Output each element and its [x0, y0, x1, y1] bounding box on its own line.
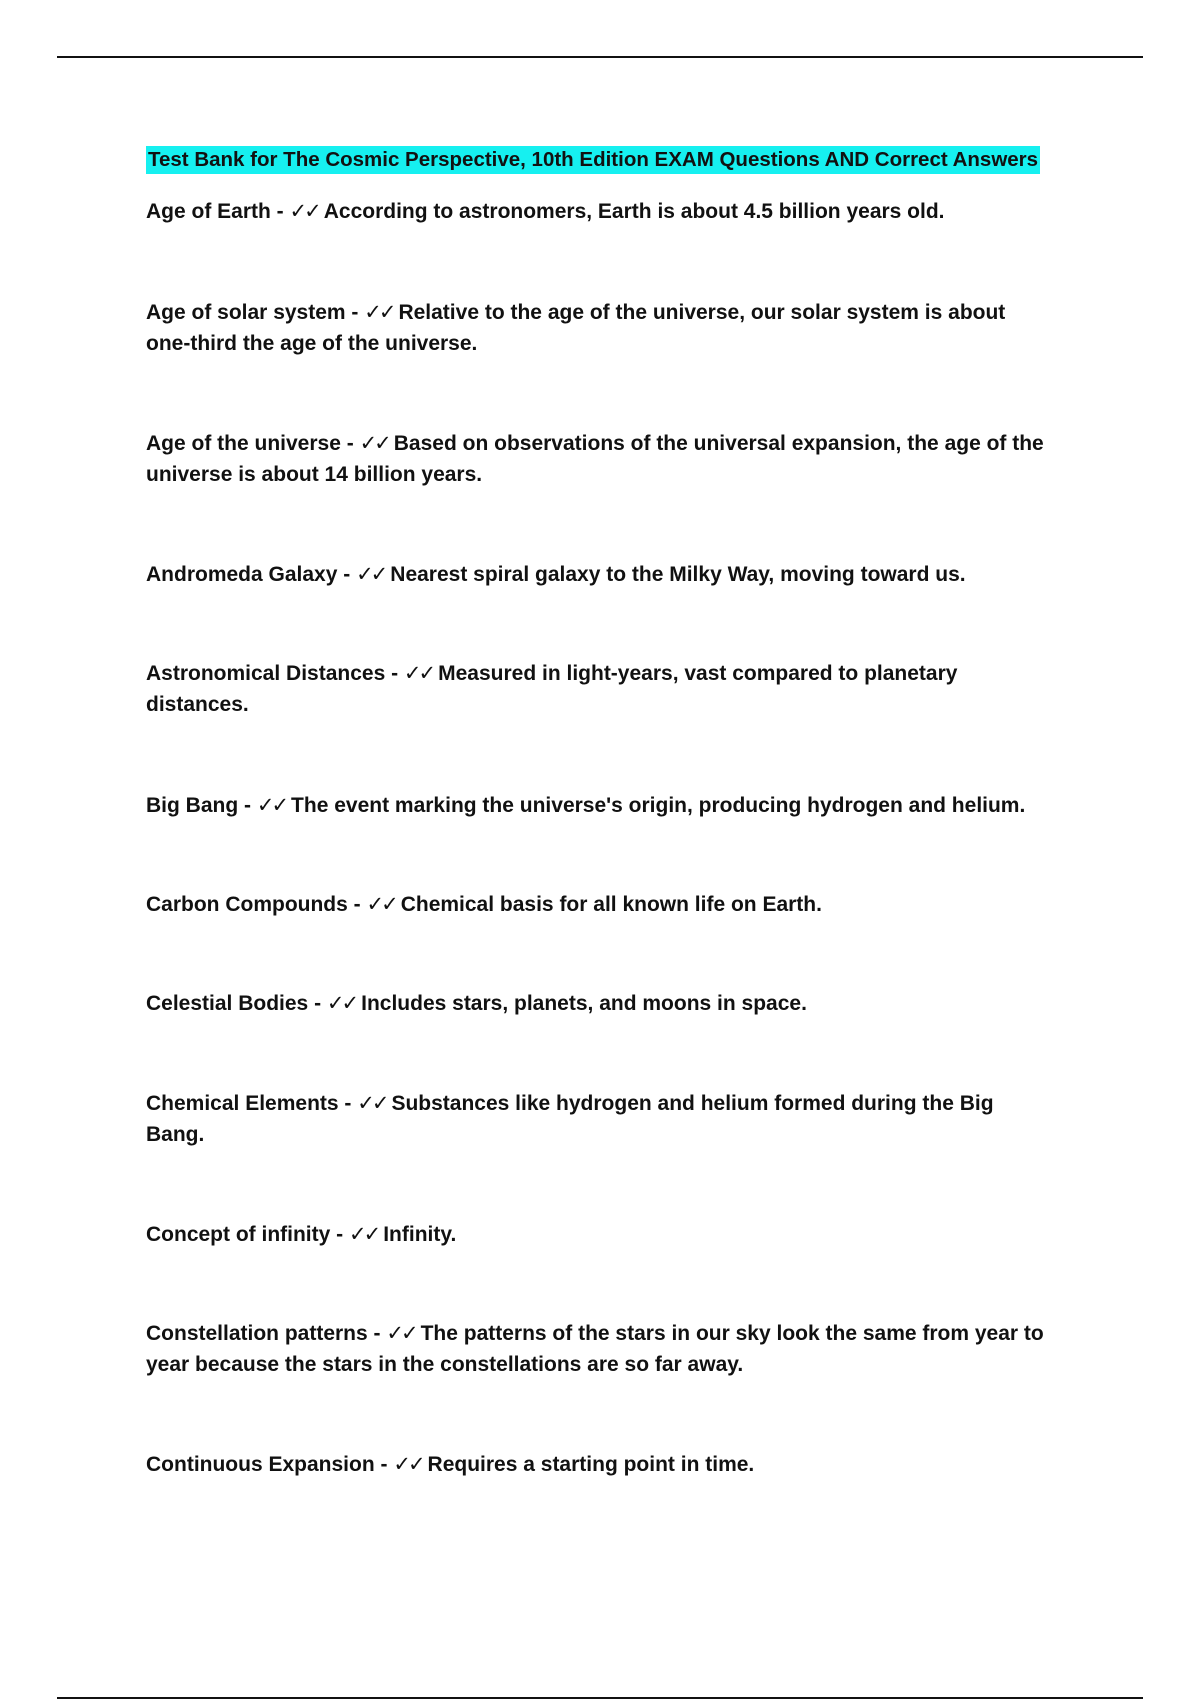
entry-separator: -: [345, 301, 365, 324]
double-check-icon: ✓✓: [403, 661, 434, 685]
entry: [146, 1449, 1046, 1480]
entry-definition: Relative to the age of the universe, our solar system is about one-third the age of the universe.: [146, 301, 1006, 355]
bottom-rule: [57, 1697, 1143, 1699]
entry-definition: Based on observations of the universal expansion, the age of the universe is about 14 billion years.: [146, 432, 1044, 486]
entry-definition: Requires a starting point in time.: [427, 1453, 755, 1476]
entry-term: Carbon Compounds: [146, 893, 348, 916]
double-check-icon: ✓✓: [356, 562, 386, 586]
double-check-icon: ✓✓: [386, 1321, 416, 1345]
entry-definition: According to astronomers, Earth is about 4.5 billion years old.: [323, 200, 945, 223]
document-body: [146, 146, 1046, 1476]
entry: [146, 1088, 1046, 1150]
double-check-icon: ✓✓: [359, 431, 389, 455]
entry: [146, 297, 1046, 359]
entry-term: Big Bang: [146, 794, 239, 817]
entry-term: Age of the universe: [146, 432, 341, 455]
entry-term: Continuous Expansion: [146, 1453, 375, 1476]
entry-separator: -: [385, 662, 404, 685]
entry: [146, 658, 1046, 720]
entry-separator: -: [238, 794, 257, 817]
entry-separator: -: [340, 432, 360, 455]
entry: [146, 428, 1046, 490]
entry: [146, 559, 1046, 590]
entry-term: Chemical Elements: [146, 1092, 339, 1115]
entry-definition: Nearest spiral galaxy to the Milky Way, moving toward us.: [390, 563, 966, 586]
entry-separator: -: [330, 1223, 349, 1246]
entry-term: Age of solar system: [146, 301, 346, 324]
double-check-icon: ✓✓: [326, 991, 357, 1015]
entry: [146, 1318, 1046, 1380]
entry: [146, 196, 1046, 227]
double-check-icon: ✓✓: [366, 892, 396, 916]
entry-term: Andromeda Galaxy: [146, 563, 338, 586]
entry-definition: Substances like hydrogen and helium formed during the Big Bang.: [146, 1092, 994, 1146]
double-check-icon: ✓✓: [364, 300, 394, 324]
document-title: Test Bank for The Cosmic Perspective, 10th Edition EXAM Questions AND Correct Answers: [146, 146, 1040, 174]
entry-definition: Chemical basis for all known life on Earth.: [400, 893, 822, 916]
double-check-icon: ✓✓: [289, 199, 319, 223]
entry-separator: -: [270, 200, 290, 223]
entry-separator: -: [337, 563, 357, 586]
entry-term: Age of Earth: [146, 200, 271, 223]
entry-term: Constellation patterns: [146, 1322, 368, 1345]
entry-separator: -: [367, 1322, 387, 1345]
entry-definition: The patterns of the stars in our sky look the same from year to year because the stars in the constellations are so far away.: [146, 1322, 1044, 1376]
entry-separator: -: [374, 1453, 394, 1476]
entry-definition: The event marking the universe's origin, producing hydrogen and helium.: [291, 794, 1026, 817]
double-check-icon: ✓✓: [393, 1452, 423, 1476]
top-rule: [57, 56, 1143, 58]
entry-definition: Measured in light-years, vast compared to planetary distances.: [146, 662, 958, 716]
entry-definition: Infinity.: [383, 1223, 457, 1246]
entry: [146, 790, 1046, 821]
double-check-icon: ✓✓: [256, 793, 287, 817]
entry-separator: -: [338, 1092, 358, 1115]
entry-term: Astronomical Distances: [146, 662, 386, 685]
double-check-icon: ✓✓: [357, 1091, 387, 1115]
entry-separator: -: [347, 893, 367, 916]
entry-term: Celestial Bodies: [146, 992, 309, 1015]
entry: [146, 988, 1046, 1019]
double-check-icon: ✓✓: [349, 1222, 379, 1246]
entry-separator: -: [308, 992, 327, 1015]
entry-term: Concept of infinity: [146, 1223, 331, 1246]
entry: [146, 1219, 1046, 1250]
entry: [146, 889, 1046, 920]
entry-definition: Includes stars, planets, and moons in space.: [361, 992, 807, 1015]
